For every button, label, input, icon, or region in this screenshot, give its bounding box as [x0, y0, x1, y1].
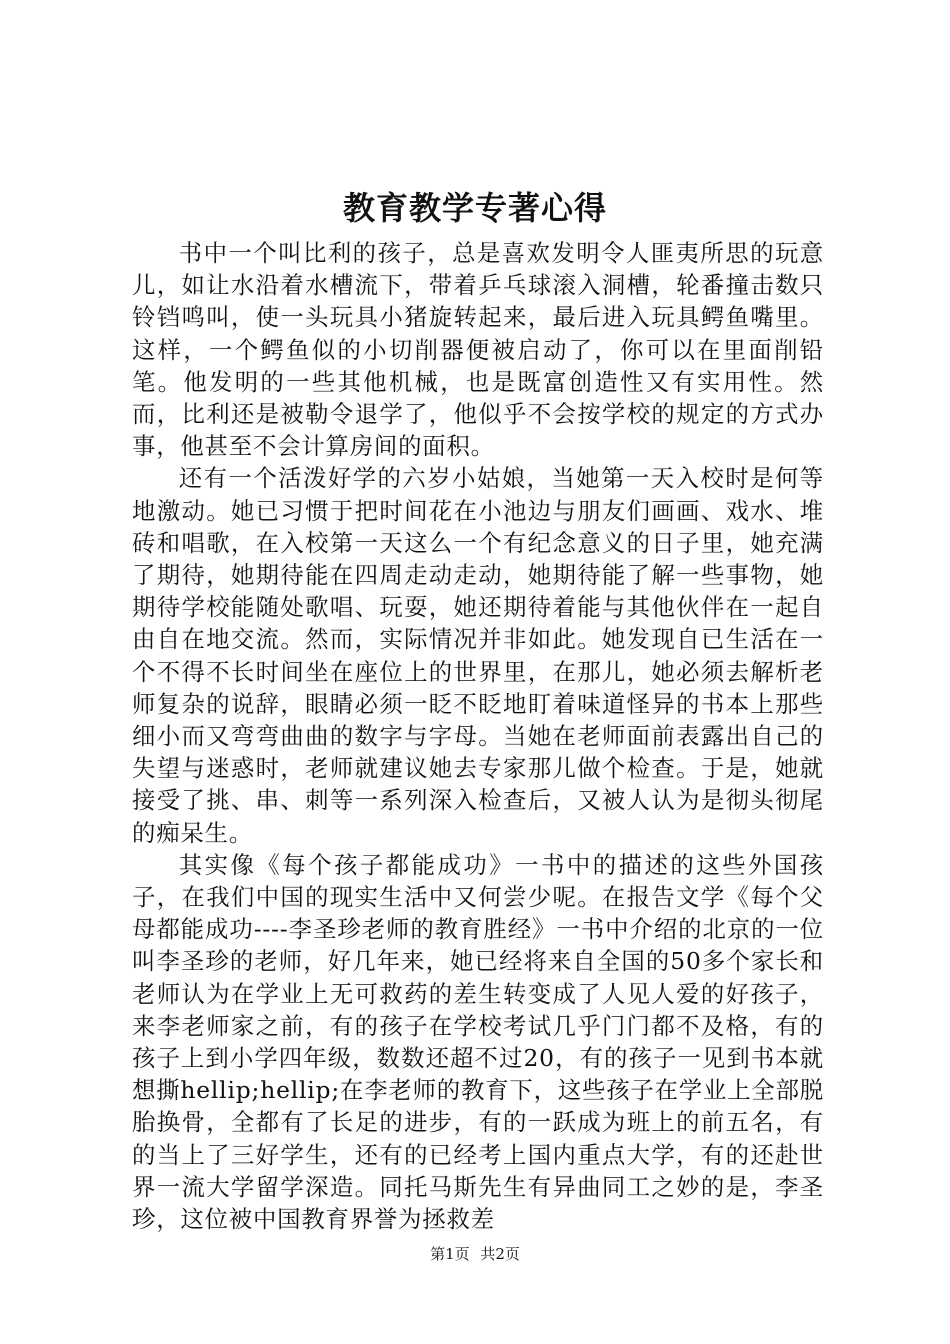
- page-footer: [0, 1244, 950, 1264]
- paragraph-3: 其实像《每个孩子都能成功》一书中的描述的这些外国孩子，在我们中国的现实生活中又何尝少呢。在报告文学《每个父母都能成功----李圣珍老师的教育胜经》一书中介绍的北京的一位叫李圣珍的老师，好几年来，她已经将来自全国的50多个家长和老师认为在学业上无可救药的差生转变成了人见人爱的好孩子，来李老师家之前，有的孩子在学校考试几乎门门都不及格，有的孩子上到小学四年级，数数还超不过20，有的孩子一见到书本就想撕hellip;hellip;在李老师的教育下，这些孩子在学业上全部脱胎换骨，全都有了长足的进步，有的一跃成为班上的前五名，有的当上了三好学生，还有的已经考上国内重点大学，有的还赴世界一流大学留学深造。同托马斯先生有异曲同工之妙的是，李圣珍，这位被中国教育界誉为拯救差: [132, 850, 824, 1234]
- paragraph-2: 还有一个活泼好学的六岁小姑娘，当她第一天入校时是何等地激动。她已习惯于把时间花在小池边与朋友们画画、戏水、堆砖和唱歌，在入校第一天这么一个有纪念意义的日子里，她充满了期待，她期待能在四周走动走动，她期待能了解一些事物，她期待学校能随处歌唱、玩耍，她还期待着能与其他伙伴在一起自由自在地交流。然而，实际情况并非如此。她发现自已生活在一个不得不长时间坐在座位上的世界里，在那儿，她必须去解析老师复杂的说辞，眼睛必须一眨不眨地盯着味道怪异的书本上那些细小而又弯弯曲曲的数字与字母。当她在老师面前表露出自己的失望与迷惑时，老师就建议她去专家那儿做个检查。于是，她就接受了挑、串、刺等一系列深入检查后，又被人认为是彻头彻尾的痴呆生。: [132, 464, 824, 847]
- document-body: [132, 237, 824, 1235]
- page-total: 共2页: [480, 1245, 520, 1263]
- paragraph-1: 书中一个叫比利的孩子，总是喜欢发明令人匪夷所思的玩意儿，如让水沿着水槽流下，带着乒乓球滚入洞槽，轮番撞击数只铃铛鸣叫，使一头玩具小猪旋转起来，最后进入玩具鳄鱼嘴里。这样，一个鳄鱼似的小切削器便被启动了，你可以在里面削铅笔。他发明的一些其他机械，也是既富创造性又有实用性。然而，比利还是被勒令退学了，他似乎不会按学校的规定的方式办事，他甚至不会计算房间的面积。: [132, 239, 824, 461]
- page-number: 第1页: [430, 1245, 470, 1263]
- document-title: 教育教学专著心得: [342, 189, 607, 227]
